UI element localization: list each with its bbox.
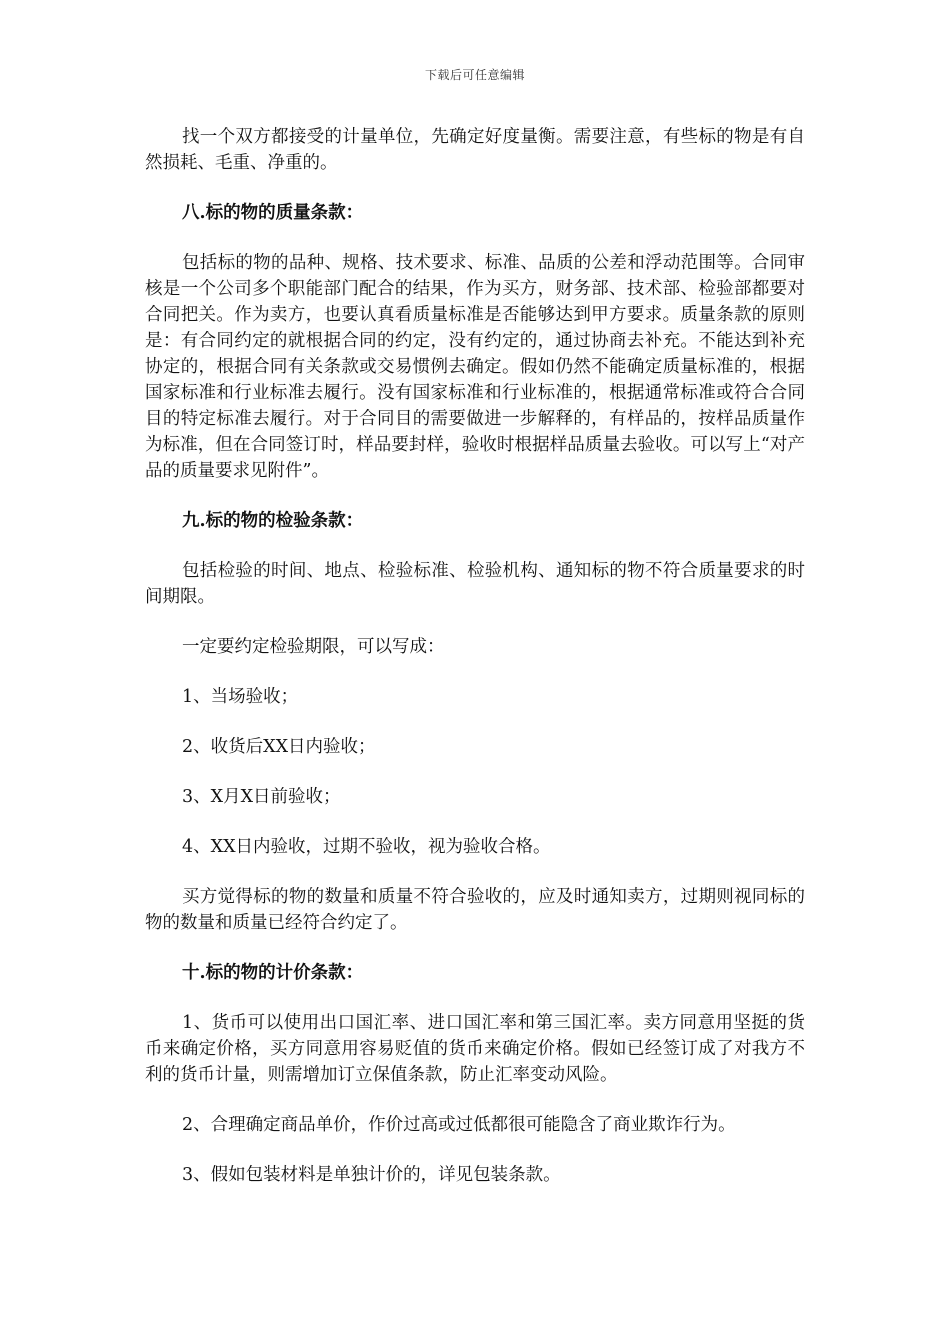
paragraph-quality: 包括标的物的品种、规格、技术要求、标准、品质的公差和浮动范围等。合同审核是一个公司多个职能部门配合的结果，作为买方，财务部、技术部、检验部都要对合同把关。作为卖方，也要认真看质量标准是否能够达到甲方要求。质量条款的原则是：有合同约定的就根据合同的约定，没有约定的，通过协商去补充。不能达到补充协定的，根据合同有关条款或交易惯例去确定。假如仍然不能确定质量标准的，根据国家标准和行业标准去履行。没有国家标准和行业标准的，根据通常标准或符合合同目的特定标准去履行。对于合同目的需要做进一步解释的，有样品的，按样品质量作为标准，但在合同签订时，样品要封样，验收时根据样品质量去验收。可以写上“对产品的质量要求见附件”。: [145, 253, 805, 481]
document-body: [145, 124, 805, 1212]
list-item: 2、收货后XX日内验收；: [182, 737, 376, 757]
section-heading-inspection: 九.标的物的检验条款：: [182, 511, 364, 531]
paragraph-inspection-scope: 包括检验的时间、地点、检验标准、检验机构、通知标的物不符合质量要求的时间期限。: [145, 561, 805, 607]
paragraph-pricing-unit-price: 2、合理确定商品单价，作价过高或过低都很可能隐含了商业欺诈行为。: [182, 1115, 736, 1135]
paragraph-inspection-notice: 买方觉得标的物的数量和质量不符合验收的，应及时通知卖方，过期则视同标的物的数量和质量已经符合约定了。: [145, 887, 805, 933]
paragraph-pricing-currency: 1、货币可以使用出口国汇率、进口国汇率和第三国汇率。卖方同意用坚挺的货币来确定价格，买方同意用容易贬值的货币来确定价格。假如已经签订成了对我方不利的货币计量，则需增加订立保值条款，防止汇率变动风险。: [145, 1013, 805, 1085]
page-header-note: 下载后可任意编辑: [424, 68, 525, 82]
paragraph-pricing-packaging: 3、假如包装材料是单独计价的，详见包装条款。: [182, 1165, 561, 1185]
section-heading-pricing: 十.标的物的计价条款：: [182, 963, 364, 983]
list-item: 4、XX日内验收，过期不验收，视为验收合格。: [182, 837, 551, 857]
list-item: 1、当场验收；: [182, 687, 299, 707]
paragraph-inspection-period: 一定要约定检验期限，可以写成：: [182, 637, 445, 657]
paragraph-measurement: 找一个双方都接受的计量单位，先确定好度量衡。需要注意，有些标的物是有自然损耗、毛重、净重的。: [145, 127, 805, 173]
list-item: 3、X月X日前验收；: [182, 787, 341, 807]
section-heading-quality: 八.标的物的质量条款：: [182, 203, 364, 223]
